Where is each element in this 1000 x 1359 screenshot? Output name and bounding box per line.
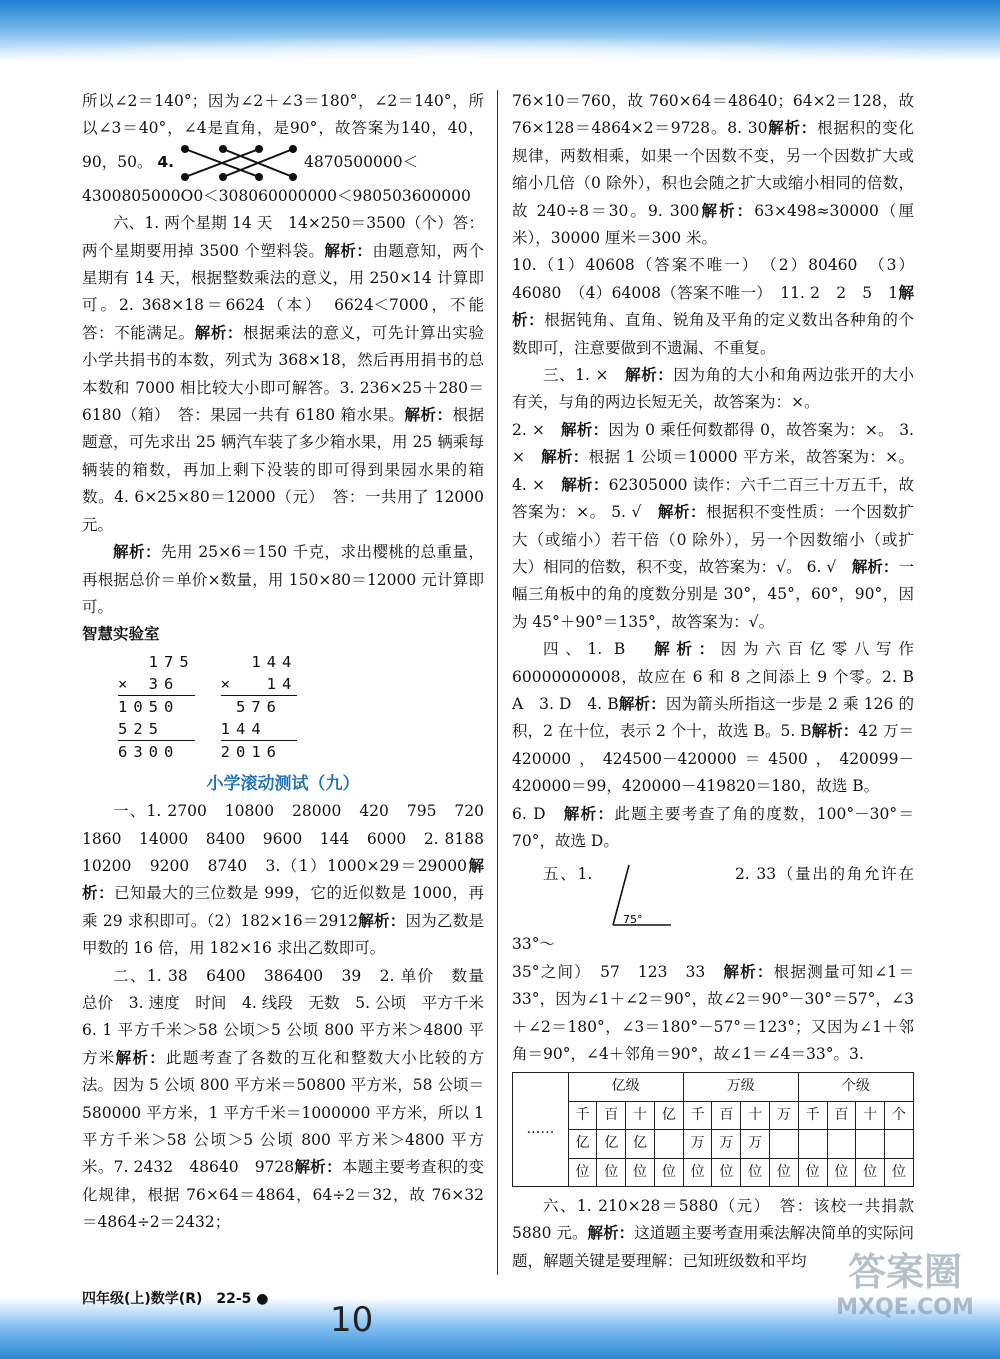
answer-paragraph: 六、1. 两个星期 14 天 14×250＝3500（个）答：两个星期要用掉 3500 个塑料袋。解析：由题意知，两个星期有 14 天，根据整数乘法的意义，用 250×14 计算即可。2. 368×18＝6624（本） 6624＜7000，不能 答：不能满足。解析：根据乘法的意义，可先计算出实验小学共捐书的本数，列式为 368×18，然后再用捐书的总本数和 7000 相比较大小即可解答。3. 236×25＋280＝6180（箱） 答：果园一共有 6180 箱水果。解析：根据题意，可先求出 25 辆汽车装了多少箱水果，用 25 辆乘每辆装的箱数，再加上剩下没装的即可得到果园水果的箱数。4. 6×25×80＝12000（元） 答：一共用了 12000 元。 <box>82 214 500 534</box>
right-column <box>512 88 930 1275</box>
section-title: 小学滚动测试（九） <box>206 773 360 794</box>
answer-paragraph: 6. D 解析：此题主要考查了角的度数，100°－30°＝70°，故选 D。 <box>512 804 914 850</box>
answer-paragraph: 35°之间） 57 123 33 解析：根据测量可知∠1＝33°，因为∠1＋∠2＝90°，故∠2＝90°－30°＝57°，∠3＋∠2＝180°，∠3＝180°－57°＝123°；又因为∠1＋邻角＝90°，∠4＋邻角＝90°，故∠1＝∠4＝33°。3. <box>512 962 914 1063</box>
table-row: 亿 亿 亿 万 万 万 <box>513 1130 914 1158</box>
answer-paragraph: 二、1. 38 6400 386400 39 2. 单价 数量 总价 3. 速度 时间 4. 线段 无数 5. 公顷 平方千米 6. 1 平方千米＞58 公顷＞5 公顷 800 平方米＞4800 平方米解析：此题考查了各数的互化和整数大小比较的方法。因为 5 公顷 800 平方米＝50800 平方米，58 公顷＝580000 平方米，1 平方千米＝1000000 平方米，所以 1 平方千米＞58 公顷＞5 公顷 800 平方米＞4800 平方米。7. 2432 48640 9728解析：本题主要考查积的变化规律，根据 76×64＝4864，64÷2＝32，故 76×32＝4864÷2＝2432； <box>82 966 500 1232</box>
answer-paragraph: 76×10＝760，故 760×64＝48640；64×2＝128，故 76×128＝4864×2＝9728。8. 30解析：根据积的变化规律，两数相乘，如果一个因数不变，另一个因数扩大或缩小几倍（0 除外），积也会随之扩大或缩小相同的倍数，故 240÷8＝30。9. 300解析：63×498≈30000（厘米），30000 厘米＝300 米。 <box>512 92 914 248</box>
comparison-line: 4300805000O0＜308060000000＜980503600000 <box>82 186 471 205</box>
answer-paragraph: 六、1. 210×28＝5880（元） 答：该校一共捐款 5880 元。解析：这道题主要考查用乘法解决简单的实际问题，解题关键是要理解：已知班级数和平均 <box>512 1197 914 1270</box>
left-column <box>82 88 500 1237</box>
angle-75-diagram <box>607 861 675 931</box>
table-row <box>513 1073 914 1101</box>
svg-text:75°: 75° <box>622 913 643 927</box>
page-number: 10 <box>330 1300 374 1340</box>
table-row: 位 位 位 位 位 位 位 位 位 位 位 位 <box>513 1158 914 1186</box>
place-value-table <box>512 1072 914 1187</box>
answer-paragraph: 所以∠2＝140°；因为∠2＋∠3＝180°，∠2＝140°，所以∠3＝40°，∠4是直角，是90°，故答案为140，40，90，50。 4. 4870500000＜ <box>82 88 484 183</box>
answer-paragraph: 2. × 解析：因为 0 乘任何数都得 0，故答案为：×。 3. × 解析：根据 1 公顷＝10000 平方米，故答案为：×。 4. × 解析：62305000 读作：六千二百三十万五千，故答案为：×。 5. √ 解析：根据积不变性质：一个因数扩大（或缩小）若干倍（0 除外），另一个因数缩小（或扩大）相同的倍数，积不变，故答案为：√。 6. √ 解析：一幅三角板中的角的度数分别是 30°，45°，60°，90°，因为 45°＋90°＝135°，故答案为：√。 <box>512 420 914 631</box>
answer-paragraph: 解析：先用 25×6＝150 千克，求出樱桃的总重量，再根据总价＝单价×数量，用 150×80＝12000 元计算即可。 <box>82 543 484 616</box>
answer-paragraph: 三、1. × 解析：因为角的大小和角两边张开的大小有关，与角的两边长短无关，故答案为：×。 <box>512 366 914 412</box>
multiplication-work <box>118 651 484 763</box>
page-footer: 四年级(上)数学(R) 22-5 ● <box>82 1291 269 1307</box>
table-group-ge: 个级 <box>798 1073 913 1101</box>
table-dots: …… <box>513 1073 569 1187</box>
table-row: 千 百 十 亿 千 百 十 万 千 百 十 个 <box>513 1101 914 1129</box>
column-divider <box>497 90 498 1275</box>
matching-lines-diagram <box>179 143 299 183</box>
watermark: 答案圈 MXQE.COM <box>836 1250 974 1320</box>
table-group-yi: 亿级 <box>568 1073 683 1101</box>
answer-paragraph: 一、1. 2700 10800 28000 420 795 720 1860 14000 8400 9600 144 6000 2. 8188 10200 9200 8740 3.（1）1000×29＝29000解析：已知最大的三位数是 999，它的近似数是 1000，再乘 29 求积即可。（2）182×16＝2912解析：因为乙数是甲数的 16 倍，用 182×16 求出乙数即可。 <box>82 802 500 958</box>
answer-paragraph: 五、1. 75° 2. 33（量出的角允许在 33°～ <box>512 861 914 958</box>
vertical-multiplication-1: 175 × 36 1050 525 6300 <box>118 652 195 761</box>
table-group-wan: 万级 <box>683 1073 798 1101</box>
top-header-band <box>0 0 1000 62</box>
answer-paragraph: 四、1. B 解析：因为六百亿零八写作 60000000008，故应在 6 和 8 之间添上 9 个零。2. B A 3. D 4. B解析：因为箭头所指这一步是 2 乘 126 的积，2 在十位，表示 2 个十，故选 B。5. B解析：42 万＝420000，424500－420000＝4500，420099－420000＝99，420000－419820＝180，故选 B。 <box>512 640 930 796</box>
vertical-multiplication-2: 144 × 14 576 144 2016 <box>220 652 298 761</box>
lab-title: 智慧实验室 <box>82 625 160 644</box>
answer-paragraph: 10.（1）40608（答案不唯一） （2）80460 （3）46080 （4）64008（答案不唯一） 11. 2 2 5 1解析：根据钝角、直角、锐角及平角的定义数出各种角的个数即可，注意要做到不遗漏、不重复。 <box>512 256 914 357</box>
